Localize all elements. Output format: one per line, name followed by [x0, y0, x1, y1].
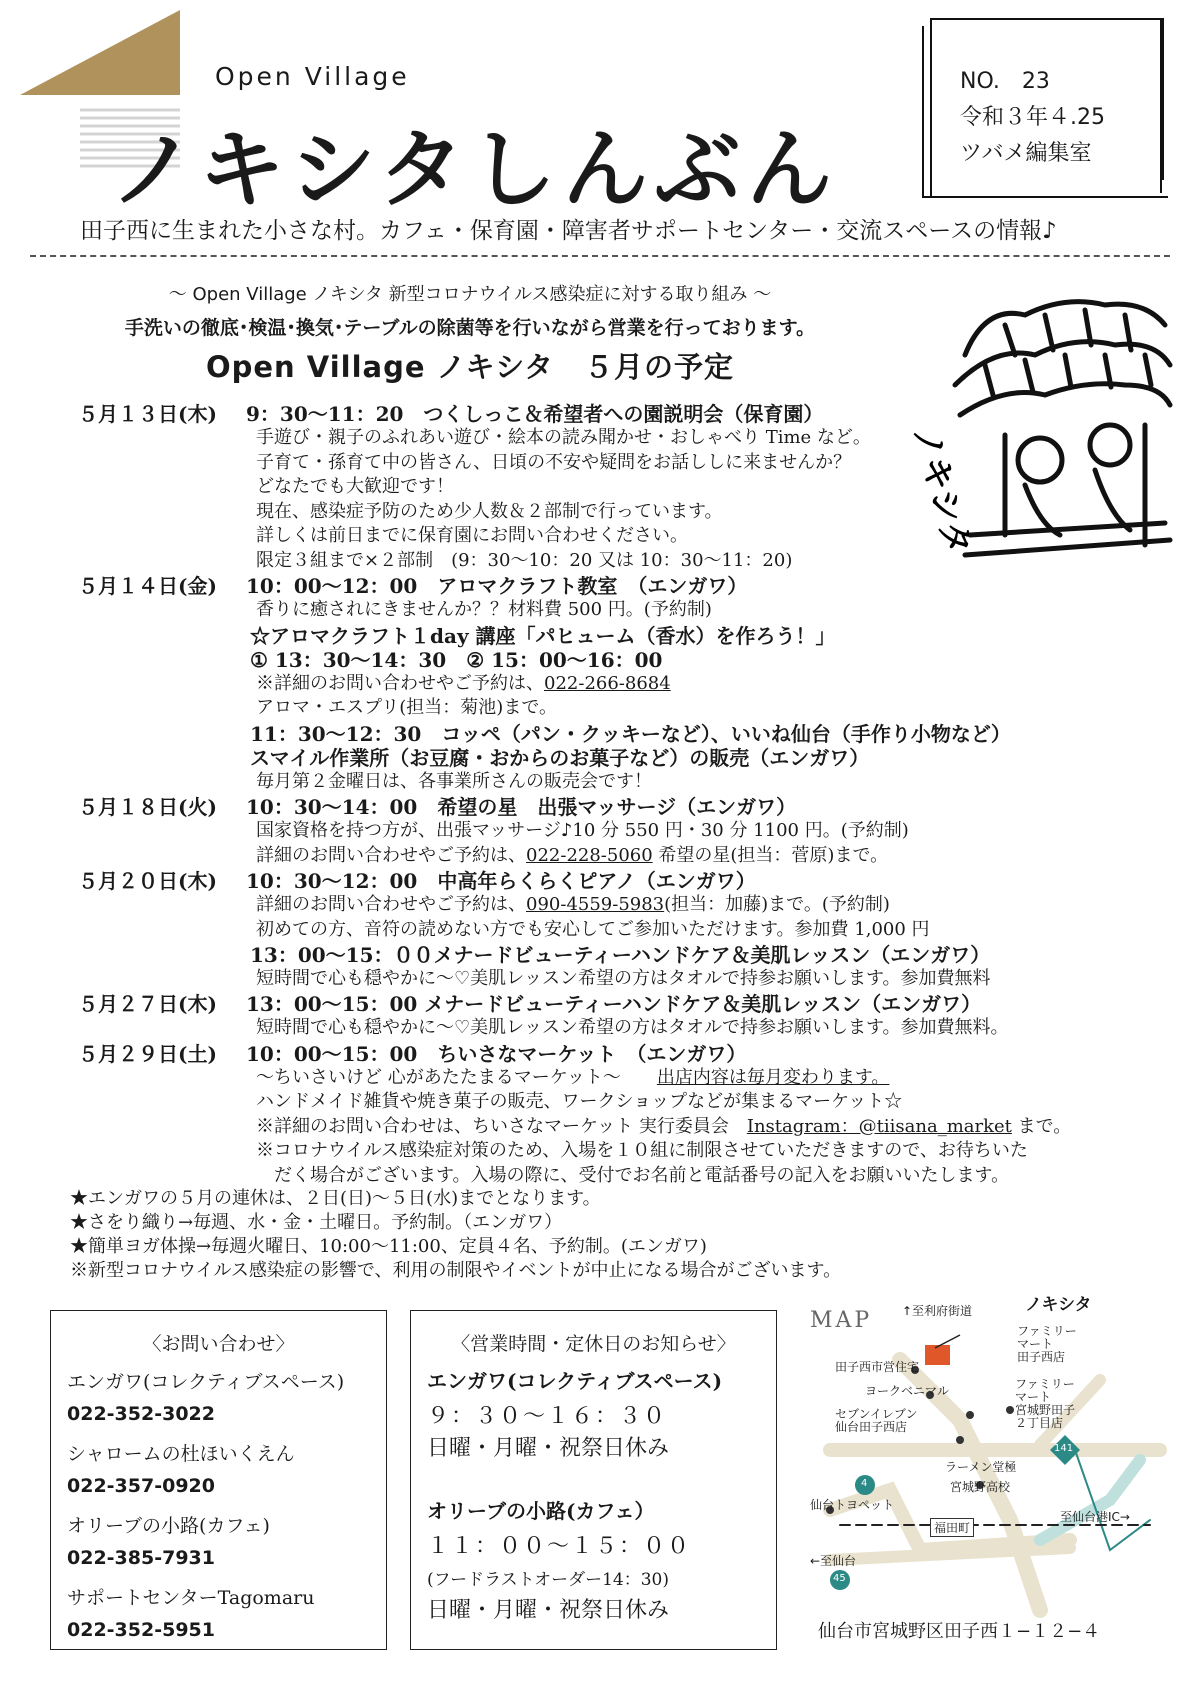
schedule-detail-row: [70, 423, 1150, 448]
detail-text: 短時間で心も穏やかに〜♡美肌レッスン希望の方はタオルで持参お願いします。参加費無料。: [256, 1017, 1009, 1038]
schedule-detail: [256, 423, 871, 449]
schedule-detail-row: [70, 718, 1150, 746]
detail-text: だく場合がございます。入場の際に、受付でお名前と電話番号の記入をお願いいたします。: [256, 1164, 1010, 1186]
schedule-detail: [256, 669, 671, 695]
route-141-label: 141: [1054, 1443, 1074, 1454]
contact-tel[interactable]: 022-352-5951: [67, 1619, 215, 1641]
detail-text: 詳細のお問い合わせやご予約は、: [256, 894, 526, 915]
schedule-detail: [256, 1112, 1071, 1138]
schedule-detail-row: [70, 1013, 1150, 1038]
contact-tel[interactable]: 022-352-3022: [67, 1403, 215, 1425]
schedule-subevent: 11：30〜12：30 コッペ（パン・クッキーなど）、いいね仙台（手作り小物など）: [250, 721, 1011, 746]
schedule-detail-row: [70, 669, 1150, 694]
issue-box: [930, 18, 1170, 196]
engawa-closed: 日曜・月曜・祝祭日休み: [427, 1436, 670, 1461]
map-label-sendaiko: 至仙台港IC→: [1060, 1510, 1130, 1524]
schedule-event: 10：00〜15：00 ちいさなマーケット （エンガワ）: [246, 1041, 747, 1066]
tagline: 田子西に生まれた小さな村。カフェ・保育園・障害者サポートセンター・交流スペースの情報♪: [80, 218, 1057, 244]
schedule-date-row: [70, 1038, 1150, 1066]
detail-text: 初めての方、音符の読めない方でも安心してご参加いただけます。参加費 1,000 円: [256, 918, 930, 940]
schedule-list: [70, 398, 1150, 1185]
schedule-detail-row: [70, 546, 1150, 571]
map-label-seven: セブンイレブン 仙台田子西店: [835, 1407, 918, 1434]
detail-text: ※詳細のお問い合わせやご予約は、: [256, 672, 544, 694]
contact-box: [50, 1310, 387, 1650]
schedule-detail: [256, 767, 652, 793]
schedule-subevent: スマイル作業所（お豆腐・おからのお菓子など）の販売（エンガワ）: [250, 746, 870, 770]
schedule-detail: [256, 1161, 1009, 1187]
schedule-subevent: ① 13：30〜14：30 ② 15：00〜16：00: [250, 648, 663, 672]
route-45-label: 45: [833, 1573, 846, 1584]
schedule-detail-row: [70, 1063, 1150, 1088]
detail-tail: まで。: [1011, 1115, 1072, 1137]
schedule-detail: [256, 915, 930, 941]
schedule-detail-row: [70, 1112, 1150, 1137]
map-label-family-miyagino: ファミリー マート 宮城野田子 ２丁目店: [1015, 1377, 1076, 1430]
schedule-detail-row: [70, 521, 1150, 546]
detail-text: ※詳細のお問い合わせは、ちいさなマーケット 実行委員会: [256, 1115, 747, 1137]
schedule-date: ５月１３日(木): [78, 402, 217, 426]
schedule-detail: [256, 816, 909, 842]
schedule-event: 9：30〜11：20 つくしっこ＆希望者への園説明会（保育園）: [246, 402, 824, 426]
note-item: ★エンガワの５月の連休は、２日(日)〜５日(水)までとなります。: [70, 1188, 601, 1209]
schedule-detail-row: [70, 448, 1150, 473]
hours-caption: 〈営業時間・定休日のお知らせ〉: [451, 1333, 736, 1355]
schedule-detail-row: [70, 472, 1150, 497]
olive-closed: 日曜・月曜・祝祭日休み: [427, 1598, 670, 1623]
map-label-toyopet: 仙台トヨペット: [810, 1498, 895, 1512]
engawa-hours: ９：３０〜１６：３０: [427, 1404, 668, 1429]
note-item: ★さをり織り→毎週、水・金・土曜日。予約制。（エンガワ）: [70, 1212, 563, 1233]
schedule-detail: [256, 841, 888, 867]
schedule-detail-row: [70, 767, 1150, 792]
schedule-date-row: [70, 791, 1150, 819]
schedule-event: 10：30〜14：00 希望の星 出張マッサージ（エンガワ）: [246, 795, 797, 819]
schedule-date-row: [70, 988, 1150, 1016]
contact-name: シャロームの杜ほいくえん: [67, 1443, 295, 1465]
detail-tail: 希望の星(担当：菅原)まで。: [652, 844, 889, 866]
map-label-nokishita: ノキシタ: [1025, 1295, 1092, 1315]
detail-text: 手遊び・親子のふれあい遊び・絵本の読み聞かせ・おしゃべり Time など。: [256, 427, 871, 448]
detail-text: 限定３組まで×２部制 (9：30〜10：20 又は 10：30〜11：20): [256, 549, 793, 571]
schedule-detail-row: [70, 890, 1150, 915]
schedule-detail-row: [70, 497, 1150, 522]
contact-tel[interactable]: 022-357-0920: [67, 1475, 215, 1497]
issue-date: 令和３年４.25: [960, 105, 1105, 130]
divider: [30, 255, 1170, 257]
schedule-detail: [256, 497, 723, 523]
detail-text: 短時間で心も穏やかに〜♡美肌レッスン希望の方はタオルで持参お願いします。参加費無料: [256, 967, 991, 989]
schedule-detail-row: [70, 915, 1150, 940]
map-label-fukudamachi: 福田町: [930, 1518, 974, 1537]
detail-text: 詳細のお問い合わせやご予約は、: [256, 844, 526, 866]
schedule-event: 10：00〜12：00 アロマクラフト教室 （エンガワ）: [246, 574, 748, 598]
schedule-detail-row: [70, 742, 1150, 770]
schedule-detail: [256, 1063, 889, 1089]
schedule-detail: [256, 595, 712, 621]
schedule-detail-row: [70, 620, 1150, 648]
schedule-detail: [256, 521, 688, 547]
schedule-date-row: [70, 865, 1150, 893]
note-item: ★簡単ヨガ体操→毎週火曜日、10:00〜11:00、定員４名、予約制。(エンガワ): [70, 1236, 707, 1257]
schedule-detail: [256, 964, 991, 990]
newspaper-title: ノキシタしんぶん: [110, 120, 839, 220]
detail-contact[interactable]: 022-266-8684: [544, 672, 671, 694]
editor-name: ツバメ編集室: [960, 141, 1092, 166]
schedule-detail: [256, 1136, 1028, 1162]
olive-lastorder: (フードラストオーダー14：30): [427, 1570, 669, 1590]
detail-text: 子育て・孫育て中の皆さん、日頃の不安や疑問をお話ししに来ませんか？: [256, 451, 852, 473]
detail-text: 毎月第２金曜日は、各事業所さんの販売会です！: [256, 770, 652, 792]
detail-text: 〜ちいさいけど 心があたたまるマーケット〜: [256, 1066, 657, 1088]
nokishita-marker: [925, 1345, 950, 1365]
map-title: MAP: [810, 1308, 873, 1333]
schedule-event: 10：30〜12：00 中高年らくらくピアノ（エンガワ）: [246, 869, 756, 893]
schedule-subevent: ☆アロマクラフト１day 講座「パヒューム（香水）を作ろう！」: [250, 623, 836, 648]
map-label-jutaku: 田子西市営住宅: [835, 1360, 920, 1374]
schedule-date: ５月２９日(土): [78, 1041, 217, 1066]
schedule-detail-row: [70, 595, 1150, 620]
schedule-detail-row: [70, 841, 1150, 866]
contact-name: エンガワ(コレクティブスペース): [67, 1371, 345, 1393]
contact-name: サポートセンターTagomaru: [67, 1587, 315, 1609]
detail-text: 香りに癒されにきませんか？？材料費 500 円。(予約制): [256, 599, 712, 620]
olive-name: オリーブの小路(カフェ）: [427, 1499, 655, 1523]
issue-number: NO. 23: [960, 69, 1050, 94]
illustration-text: ノキシタ: [904, 420, 978, 560]
schedule-detail-row: [70, 1087, 1150, 1112]
detail-text: 現在、感染症予防のため少人数＆２部制で行っています。: [256, 500, 723, 522]
schedule-detail-row: [70, 693, 1150, 718]
detail-contact[interactable]: 022-228-5060: [526, 844, 653, 866]
map-label-family-tagoko: ファミリー マート 田子西店: [1017, 1324, 1077, 1364]
detail-contact[interactable]: 出店内容は毎月変わります。: [656, 1066, 890, 1088]
map-label-yorkbenimaru: ヨークベニマル: [865, 1384, 950, 1398]
schedule-detail: [256, 448, 851, 474]
detail-text: アロマ・エスプリ(担当：菊池)まで。: [256, 697, 557, 718]
notes: [70, 1187, 1150, 1283]
schedule-date: ５月２７日(木): [78, 992, 217, 1016]
detail-contact[interactable]: 090-4559-5983: [526, 894, 665, 915]
engawa-name: エンガワ(コレクティブスペース): [427, 1369, 723, 1393]
covid-notice-title: 〜 Open Village ノキシタ 新型コロナウイルス感染症に対する取り組み 〜: [168, 284, 772, 305]
detail-text: 国家資格を持つ方が、出張マッサージ♪10 分 550 円・30 分 1100 円。(予約制): [256, 820, 909, 841]
detail-text: 詳しくは前日までに保育園にお問い合わせください。: [256, 525, 688, 546]
brand-name: Open Village: [215, 62, 410, 91]
schedule-date-row: [70, 398, 1150, 426]
schedule-detail-row: [70, 1136, 1150, 1161]
detail-tail: (担当：加藤)まで。(予約制): [664, 894, 890, 915]
detail-contact[interactable]: Instagram：@tiisana_market: [746, 1115, 1012, 1137]
map-label-sendai: ←至仙台: [810, 1554, 857, 1568]
schedule-subevent: 13：00〜15：００メナードビューティーハンドケア＆美肌レッスン（エンガワ）: [250, 943, 991, 967]
covid-notice-body: 手洗いの徹底･検温･換気･テーブルの除菌等を行いながら営業を行っております。: [124, 317, 816, 339]
map-label-ramen: ラーメン堂極: [945, 1460, 1017, 1474]
note-item: ※新型コロナウイルス感染症の影響で、利用の制限やイベントが中止になる場合がございます。: [70, 1260, 842, 1281]
contact-caption: 〈お問い合わせ〉: [142, 1333, 295, 1355]
schedule-detail-row: [70, 964, 1150, 989]
route-4-label: 4: [861, 1478, 868, 1489]
schedule-date: ５月２０日(木): [78, 869, 217, 893]
schedule-detail: [256, 1087, 902, 1113]
access-map: [810, 1290, 1175, 1610]
map-label-rifu: ↑至利府街道: [902, 1304, 973, 1318]
contact-tel[interactable]: 022-385-7931: [67, 1547, 215, 1569]
schedule-detail-row: [70, 816, 1150, 841]
schedule-title: Open Village ノキシタ ５月の予定: [205, 350, 735, 384]
detail-text: ハンドメイド雑貨や焼き菓子の販売、ワークショップなどが集まるマーケット☆: [256, 1091, 903, 1112]
olive-hours: １１：００〜１５：００: [427, 1534, 692, 1559]
schedule-detail-row: [70, 644, 1150, 672]
schedule-date: ５月１８日(火): [78, 795, 217, 819]
address: 仙台市宮城野区田子西１−１２−４: [818, 1621, 1101, 1642]
schedule-event: 13：00〜15：00 メナードビューティーハンドケア＆美肌レッスン（エンガワ）: [246, 992, 982, 1016]
contact-name: オリーブの小路(カフェ): [67, 1515, 270, 1537]
schedule-detail-row: [70, 1161, 1150, 1186]
schedule-detail: [256, 693, 557, 719]
map-label-koko: 宮城野高校: [950, 1480, 1011, 1494]
schedule-detail: [256, 890, 890, 916]
detail-text: ※コロナウイルス感染症対策のため、入場を１０組に制限させていただきますので、お待ちいた: [256, 1140, 1028, 1161]
schedule-detail: [256, 546, 792, 572]
detail-text: どなたでも大歓迎です！: [256, 476, 454, 497]
schedule-date: ５月１４日(金): [78, 574, 217, 598]
schedule-date-row: [70, 570, 1150, 598]
schedule-detail: [256, 1013, 1009, 1039]
schedule-detail-row: [70, 939, 1150, 967]
hours-box: [410, 1310, 777, 1650]
schedule-detail: [256, 472, 454, 498]
